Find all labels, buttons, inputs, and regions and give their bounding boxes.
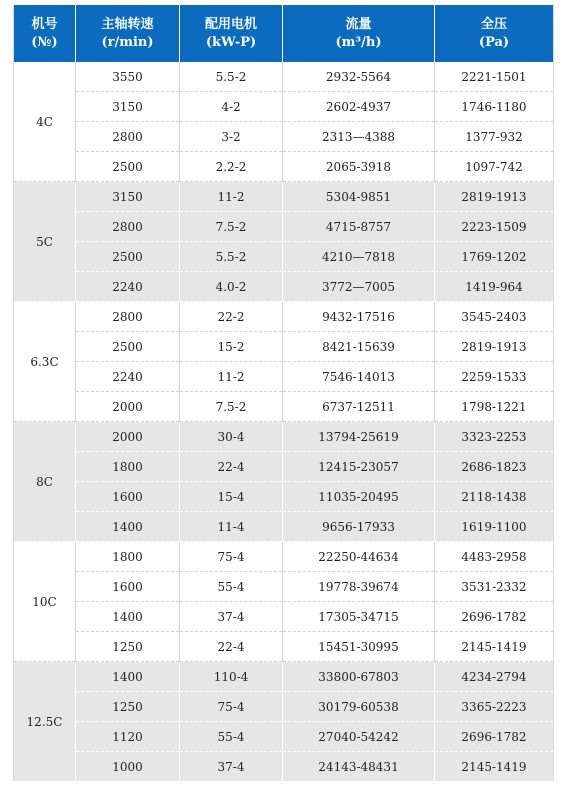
header-flow-unit: (m³/h) — [335, 34, 382, 50]
pressure-cell: 2223-1509 — [435, 212, 554, 242]
header-motor-label: 配用电机 — [204, 16, 257, 32]
table-row — [14, 272, 554, 302]
flow-cell: 4715-8757 — [283, 212, 435, 242]
speed-cell: 2800 — [76, 122, 180, 152]
table-body — [14, 62, 554, 782]
pressure-cell: 1798-1221 — [435, 392, 554, 422]
model-cell: 12.5C — [14, 662, 76, 783]
flow-cell: 13794-25619 — [283, 422, 435, 452]
header-speed-unit: (r/min) — [101, 34, 154, 50]
flow-cell: 7546-14013 — [283, 362, 435, 392]
table-row — [14, 572, 554, 602]
speed-cell: 2500 — [76, 332, 180, 362]
pressure-cell: 3365-2223 — [435, 692, 554, 722]
header-speed — [76, 5, 180, 62]
flow-cell: 9432-17516 — [283, 302, 435, 332]
table-row — [14, 602, 554, 632]
header-row — [14, 5, 554, 62]
header-pressure — [435, 5, 554, 62]
table-row — [14, 212, 554, 242]
motor-cell: 15-4 — [180, 482, 283, 512]
flow-cell: 15451-30995 — [283, 632, 435, 662]
speed-cell: 1400 — [76, 512, 180, 542]
speed-cell: 1250 — [76, 692, 180, 722]
speed-cell: 1600 — [76, 572, 180, 602]
motor-cell: 15-2 — [180, 332, 283, 362]
flow-cell: 2602-4937 — [283, 92, 435, 122]
pressure-cell: 1746-1180 — [435, 92, 554, 122]
flow-cell: 5304-9851 — [283, 182, 435, 212]
table-row — [14, 182, 554, 212]
pressure-cell: 4483-2958 — [435, 542, 554, 572]
table-row — [14, 692, 554, 722]
header-pressure-label: 全压 — [480, 16, 507, 32]
speed-cell: 2800 — [76, 302, 180, 332]
table-row — [14, 512, 554, 542]
pressure-cell: 2145-1419 — [435, 752, 554, 783]
motor-cell: 3-2 — [180, 122, 283, 152]
speed-cell: 2500 — [76, 242, 180, 272]
motor-cell: 7.5-2 — [180, 212, 283, 242]
flow-cell: 3772—7005 — [283, 272, 435, 302]
flow-cell: 2313—4388 — [283, 122, 435, 152]
pressure-cell: 1419-964 — [435, 272, 554, 302]
table-row — [14, 662, 554, 692]
speed-cell: 1800 — [76, 452, 180, 482]
table-row — [14, 542, 554, 572]
motor-cell: 7.5-2 — [180, 392, 283, 422]
flow-cell: 6737-12511 — [283, 392, 435, 422]
motor-cell: 11-2 — [180, 182, 283, 212]
table-row — [14, 62, 554, 92]
speed-cell: 1400 — [76, 602, 180, 632]
speed-cell: 1800 — [76, 542, 180, 572]
speed-cell: 3550 — [76, 62, 180, 92]
speed-cell: 2800 — [76, 212, 180, 242]
speed-cell: 1120 — [76, 722, 180, 752]
pressure-cell: 1619-1100 — [435, 512, 554, 542]
header-speed-label: 主轴转速 — [101, 16, 154, 32]
flow-cell: 2065-3918 — [283, 152, 435, 182]
pressure-cell: 2118-1438 — [435, 482, 554, 512]
flow-cell: 9656-17933 — [283, 512, 435, 542]
motor-cell: 55-4 — [180, 572, 283, 602]
pressure-cell: 2819-1913 — [435, 182, 554, 212]
header-model-label: 机号 — [31, 16, 58, 32]
speed-cell: 3150 — [76, 92, 180, 122]
table-row — [14, 122, 554, 152]
table-row — [14, 392, 554, 422]
pressure-cell: 1097-742 — [435, 152, 554, 182]
speed-cell: 1000 — [76, 752, 180, 783]
motor-cell: 75-4 — [180, 692, 283, 722]
flow-cell: 4210—7818 — [283, 242, 435, 272]
pressure-cell: 1377-932 — [435, 122, 554, 152]
flow-cell: 33800-67803 — [283, 662, 435, 692]
table-row — [14, 302, 554, 332]
table-row — [14, 482, 554, 512]
table-row — [14, 752, 554, 783]
pressure-cell: 2259-1533 — [435, 362, 554, 392]
flow-cell: 19778-39674 — [283, 572, 435, 602]
speed-cell: 3150 — [76, 182, 180, 212]
speed-cell: 2240 — [76, 272, 180, 302]
pressure-cell: 1769-1202 — [435, 242, 554, 272]
table-row — [14, 452, 554, 482]
model-cell: 6.3C — [14, 302, 76, 422]
motor-cell: 5.5-2 — [180, 242, 283, 272]
model-cell: 5C — [14, 182, 76, 302]
motor-cell: 55-4 — [180, 722, 283, 752]
motor-cell: 110-4 — [180, 662, 283, 692]
header-motor — [180, 5, 283, 62]
pressure-cell: 3545-2403 — [435, 302, 554, 332]
motor-cell: 5.5-2 — [180, 62, 283, 92]
motor-cell: 22-2 — [180, 302, 283, 332]
flow-cell: 12415-23057 — [283, 452, 435, 482]
pressure-cell: 3531-2332 — [435, 572, 554, 602]
header-model-unit: (№) — [31, 34, 58, 50]
pressure-cell: 2696-1782 — [435, 722, 554, 752]
flow-cell: 30179-60538 — [283, 692, 435, 722]
motor-cell: 30-4 — [180, 422, 283, 452]
pressure-cell: 2145-1419 — [435, 632, 554, 662]
motor-cell: 37-4 — [180, 602, 283, 632]
flow-cell: 27040-54242 — [283, 722, 435, 752]
table-row — [14, 152, 554, 182]
table-row — [14, 92, 554, 122]
spec-table-container — [13, 5, 553, 783]
table-row — [14, 422, 554, 452]
pressure-cell: 2221-1501 — [435, 62, 554, 92]
table-row — [14, 722, 554, 752]
speed-cell: 1600 — [76, 482, 180, 512]
table-row — [14, 632, 554, 662]
speed-cell: 1250 — [76, 632, 180, 662]
speed-cell: 2000 — [76, 392, 180, 422]
table-row — [14, 362, 554, 392]
model-cell: 10C — [14, 542, 76, 662]
motor-cell: 22-4 — [180, 632, 283, 662]
motor-cell: 75-4 — [180, 542, 283, 572]
flow-cell: 24143-48431 — [283, 752, 435, 783]
header-flow-label: 流量 — [345, 16, 372, 32]
header-motor-unit: (kW-P) — [205, 34, 257, 50]
motor-cell: 4.0-2 — [180, 272, 283, 302]
table-row — [14, 242, 554, 272]
model-cell: 8C — [14, 422, 76, 542]
header-model — [14, 5, 76, 62]
pressure-cell: 2686-1823 — [435, 452, 554, 482]
motor-cell: 11-4 — [180, 512, 283, 542]
motor-cell: 11-2 — [180, 362, 283, 392]
flow-cell: 11035-20495 — [283, 482, 435, 512]
flow-cell: 17305-34715 — [283, 602, 435, 632]
table-row — [14, 332, 554, 362]
header-pressure-unit: (Pa) — [478, 34, 510, 50]
model-cell: 4C — [14, 62, 76, 182]
speed-cell: 2500 — [76, 152, 180, 182]
flow-cell: 2932-5564 — [283, 62, 435, 92]
header-flow — [283, 5, 435, 62]
fan-spec-table — [13, 5, 554, 783]
pressure-cell: 3323-2253 — [435, 422, 554, 452]
speed-cell: 2240 — [76, 362, 180, 392]
pressure-cell: 2696-1782 — [435, 602, 554, 632]
motor-cell: 2.2-2 — [180, 152, 283, 182]
motor-cell: 37-4 — [180, 752, 283, 783]
speed-cell: 2000 — [76, 422, 180, 452]
speed-cell: 1400 — [76, 662, 180, 692]
flow-cell: 8421-15639 — [283, 332, 435, 362]
pressure-cell: 4234-2794 — [435, 662, 554, 692]
motor-cell: 22-4 — [180, 452, 283, 482]
motor-cell: 4-2 — [180, 92, 283, 122]
pressure-cell: 2819-1913 — [435, 332, 554, 362]
flow-cell: 22250-44634 — [283, 542, 435, 572]
